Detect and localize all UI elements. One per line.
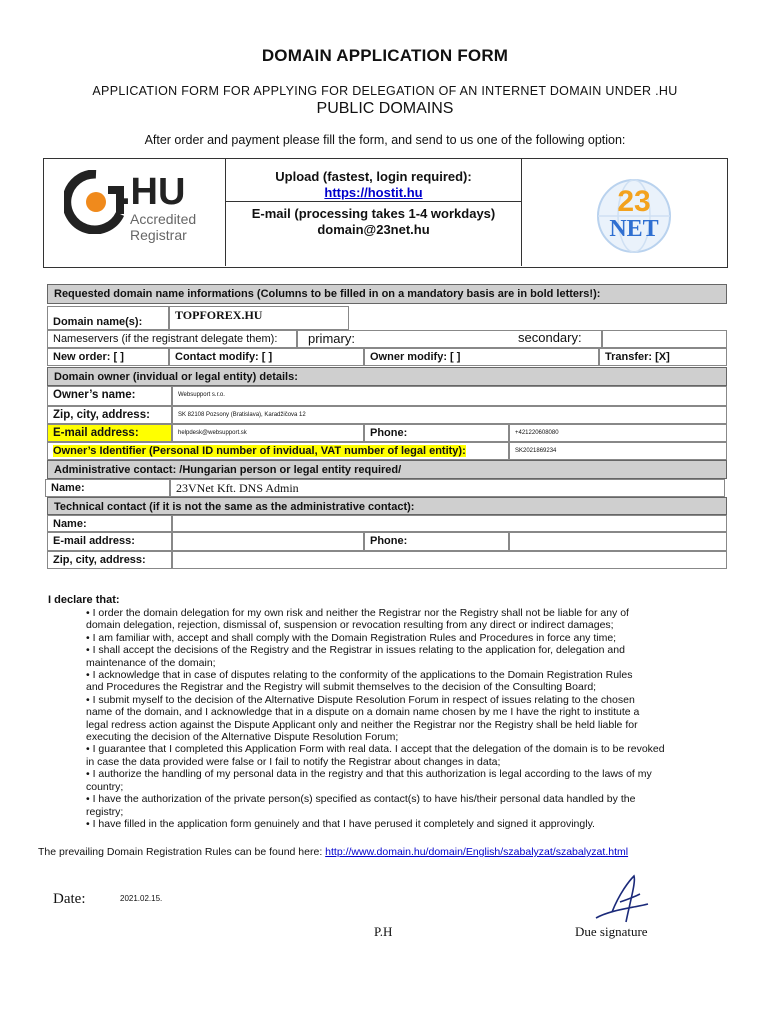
tech-email-label: E-mail address: — [47, 532, 172, 551]
email-option-address[interactable]: domain@23net.hu — [317, 222, 430, 237]
page-title: DOMAIN APPLICATION FORM — [261, 46, 509, 65]
tech-name-row — [47, 515, 727, 532]
intro-text: After order and payment please fill the form, and send to us one of the following option: — [144, 133, 626, 147]
declaration-line: country; — [86, 780, 124, 793]
transfer-checkbox[interactable]: Transfer: [X] — [599, 348, 727, 366]
nameservers-label: Nameservers (if the registrant delegate them): — [47, 330, 297, 348]
domain-name-label: Domain name(s): — [47, 306, 169, 330]
declaration-line: domain delegation, rejection, dismissal of, suspension or revocation resulting from any direct or indirect damages; — [86, 619, 614, 632]
declaration-line: and Procedures the Registrar and the Registry will submit themselves to the decision of the Consulting Board; — [86, 681, 597, 694]
owner-id-row — [47, 442, 727, 460]
tech-email-value[interactable] — [172, 532, 364, 551]
tech-contact-header: Technical contact (if it is not the same as the administrative contact): — [47, 497, 727, 515]
tech-zip-row — [47, 551, 727, 569]
declaration-line: • I authorize the handling of my personal data in the registry and that this authorization is legal according to the laws of my — [86, 768, 652, 781]
logo-brand: .HU — [120, 171, 186, 213]
owner-modify-checkbox[interactable]: Owner modify: [ ] — [364, 348, 599, 366]
declaration-line: name of the domain, and I acknowledge that in a dispute on a domain name chosen by me I have the right to institute a — [86, 706, 640, 719]
nameservers-row — [47, 330, 727, 348]
upload-label: Upload (fastest, login required): — [275, 169, 472, 184]
requested-domain-header: Requested domain name informations (Columns to be filled in on a mandatory basis are in bold letters!): — [47, 284, 727, 304]
owner-phone-value[interactable]: +421220608080 — [509, 424, 727, 442]
submission-options — [225, 158, 522, 266]
signature-label: Due signature — [575, 924, 648, 939]
upload-link[interactable]: https://hostit.hu — [324, 185, 423, 200]
declaration-line: • I am familiar with, accept and shall comply with the Domain Registration Rules and Procedures in force any time; — [86, 631, 617, 644]
owner-email-value[interactable]: helpdesk@websupport.sk — [172, 424, 364, 442]
declaration-line: • I shall accept the decisions of the Registry and the Registrar in issues relating to the application for, delegation and — [86, 644, 625, 657]
owner-id-label: Owner’s Identifier (Personal ID number of invidual, VAT number of legal entity): — [53, 445, 466, 457]
hu-registrar-logo — [64, 168, 214, 250]
tech-zip-label: Zip, city, address: — [47, 551, 172, 569]
email-option-label: E-mail (processing takes 1-4 workdays) — [251, 206, 496, 221]
declaration-line: registry; — [86, 805, 124, 818]
contact-modify-checkbox[interactable]: Contact modify: [ ] — [169, 348, 364, 366]
owner-email-label: E-mail address: — [47, 424, 172, 442]
owner-header: Domain owner (invidual or legal entity) details: — [47, 367, 727, 386]
declaration-line: • I submit myself to the decision of the Alternative Dispute Resolution Forum in respect of issues relating to the chosen — [86, 693, 635, 706]
order-type-row — [47, 348, 727, 366]
domain-name-row — [47, 306, 727, 330]
domain-name-value[interactable]: TOPFOREX.HU — [169, 306, 349, 330]
declaration-line: • I order the domain delegation for my own risk and neither the Registrar nor the Registry shall not be liable for any of — [86, 607, 629, 619]
owner-name-value[interactable]: Websupport s.r.o. — [172, 386, 727, 406]
signature-image — [590, 872, 660, 932]
owner-zip-label: Zip, city, address: — [47, 406, 172, 424]
rules-link[interactable]: http://www.domain.hu/domain/English/szabalyzat/szabalyzat.html — [325, 846, 629, 858]
logo-line2: Registrar — [130, 227, 187, 243]
rules-label: The prevailing Domain Registration Rules can be found here: — [38, 846, 326, 858]
owner-id-value[interactable]: SK2021869234 — [509, 442, 727, 460]
tech-name-label: Name: — [47, 515, 172, 532]
owner-phone-label: Phone: — [364, 424, 509, 442]
declaration-line: • I have filled in the application form genuinely and that I have perused it completely and signed it approvingly. — [86, 817, 595, 830]
tech-phone-value[interactable] — [509, 532, 727, 551]
date-value: 2021.02.15. — [120, 894, 163, 903]
tech-contact-row — [47, 532, 727, 551]
admin-contact-header: Administrative contact: /Hungarian person or legal entity required/ — [47, 460, 727, 479]
tech-zip-value[interactable] — [172, 551, 727, 569]
declaration-line: in case the data provided were false or I fail to notify the Registrar about changes in data; — [86, 755, 501, 768]
date-label: Date: — [53, 891, 86, 907]
form-subtitle-2: PUBLIC DOMAINS — [316, 100, 454, 117]
declaration-line: maintenance of the domain; — [86, 656, 216, 669]
admin-name-row — [45, 479, 725, 497]
logo-23: 23 — [617, 185, 651, 218]
declaration-line: • I have the authorization of the private person(s) specified as contact(s) to have his/their personal data handled by the — [86, 793, 636, 806]
declaration-line: • I acknowledge that in case of disputes relating to the conformity of the applications to the Domain Registration Rules — [86, 669, 633, 682]
at-sign-icon — [64, 170, 128, 234]
declaration-line: • I guarantee that I completed this Application Form with real data. I accept that the delegation of the domain is to be revoked — [86, 743, 665, 756]
owner-zip-value[interactable]: SK 82108 Pozsony (Bratislava), Karadžičova 12 — [172, 406, 727, 424]
ph-label: P.H — [374, 924, 393, 939]
admin-name-label: Name: — [45, 479, 170, 497]
ns-primary-field[interactable]: primary: — [297, 330, 602, 348]
new-order-checkbox[interactable]: New order: [ ] — [47, 348, 169, 366]
form-subtitle: APPLICATION FORM FOR APPLYING FOR DELEGATION OF AN INTERNET DOMAIN UNDER .HU — [92, 84, 678, 98]
rules-text — [38, 846, 628, 858]
owner-zip-row — [47, 406, 727, 424]
owner-name-label: Owner’s name: — [47, 386, 172, 406]
ns-secondary-field[interactable]: secondary: — [518, 330, 582, 345]
ns-secondary-value[interactable] — [602, 330, 727, 348]
tech-name-value[interactable] — [172, 515, 727, 532]
declaration-line: legal redress action against the Dispute Applicant only and neither the Registrar nor the Registry shall be held liable for — [86, 718, 638, 731]
admin-name-value[interactable]: 23VNet Kft. DNS Admin — [170, 479, 725, 497]
declaration-line: executing the decision of the Alternative Dispute Resolution Forum; — [86, 731, 399, 744]
tech-phone-label: Phone: — [364, 532, 509, 551]
declaration-list — [86, 607, 736, 830]
logo-line1: Accredited — [130, 211, 197, 227]
logo-net: NET — [609, 216, 659, 242]
owner-contact-row — [47, 424, 727, 442]
23net-logo — [594, 176, 674, 256]
declaration-heading: I declare that: — [48, 594, 120, 606]
owner-name-row — [47, 386, 727, 406]
owner-id-label-cell — [47, 442, 509, 460]
